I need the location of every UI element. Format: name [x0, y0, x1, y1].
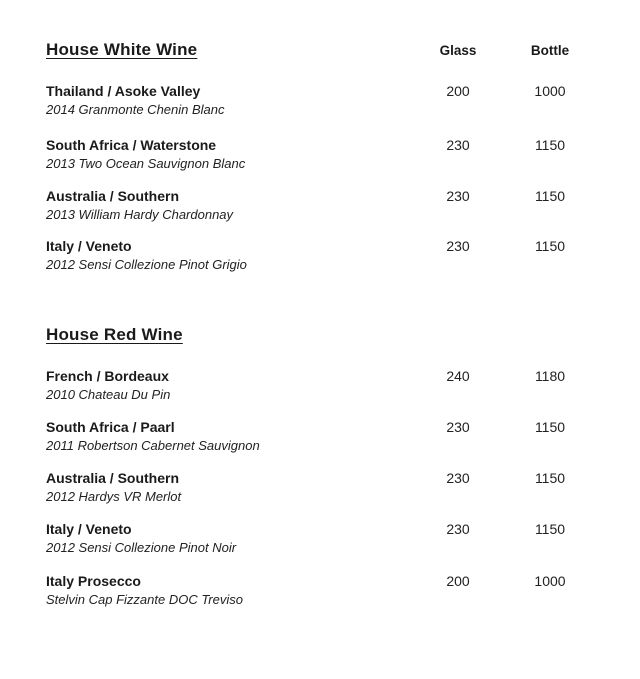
glass-price: 230	[446, 238, 470, 254]
white-wine-row-4	[0, 238, 640, 278]
glass-price: 230	[446, 470, 470, 486]
wine-name: 2012 Sensi Collezione Pinot Noir	[46, 540, 237, 555]
wine-region: Australia / Southern	[46, 188, 180, 204]
bottle-price: 1150	[534, 419, 566, 435]
red-wine-section-title: House Red Wine	[46, 325, 183, 344]
glass-price: 200	[446, 83, 470, 99]
wine-region: Italy / Veneto	[46, 521, 132, 537]
glass-price: 240	[446, 368, 470, 384]
white-wine-row-3	[0, 188, 640, 228]
wine-region: Italy Prosecco	[46, 573, 141, 589]
bottle-price: 1150	[534, 238, 566, 254]
bottle-price: 1000	[534, 573, 566, 589]
wine-region: Italy / Veneto	[46, 238, 132, 254]
wine-name: 2010 Chateau Du Pin	[46, 387, 171, 402]
wine-name: 2013 William Hardy Chardonnay	[46, 207, 234, 222]
wine-region: Thailand / Asoke Valley	[46, 83, 201, 99]
glass-price: 230	[446, 419, 470, 435]
red-wine-row-3	[0, 470, 640, 510]
red-wine-row-1	[0, 368, 640, 408]
wine-region: South Africa / Paarl	[46, 419, 175, 435]
bottle-price: 1180	[534, 368, 566, 384]
white-wine-section-title: House White Wine	[46, 40, 198, 59]
wine-name: 2012 Hardys VR Merlot	[46, 489, 182, 504]
glass-price: 230	[446, 137, 470, 153]
bottle-column-header: Bottle	[530, 43, 570, 58]
glass-price: 200	[446, 573, 470, 589]
wine-region: Australia / Southern	[46, 470, 180, 486]
bottle-price: 1150	[534, 470, 566, 486]
wine-name: 2012 Sensi Collezione Pinot Grigio	[46, 257, 247, 272]
glass-price: 230	[446, 188, 470, 204]
bottle-price: 1150	[534, 521, 566, 537]
red-wine-row-2	[0, 419, 640, 459]
bottle-price: 1000	[534, 83, 566, 99]
white-wine-row-2	[0, 137, 640, 177]
wine-name: 2014 Granmonte Chenin Blanc	[46, 102, 225, 117]
glass-price: 230	[446, 521, 470, 537]
bottle-price: 1150	[534, 188, 566, 204]
wine-name: 2011 Robertson Cabernet Sauvignon	[46, 438, 260, 453]
red-wine-row-4	[0, 521, 640, 561]
wine-name: Stelvin Cap Fizzante DOC Treviso	[46, 592, 243, 607]
bottle-price: 1150	[534, 137, 566, 153]
glass-column-header: Glass	[439, 43, 477, 58]
wine-region: South Africa / Waterstone	[46, 137, 217, 153]
wine-region: French / Bordeaux	[46, 368, 169, 384]
white-wine-row-1	[0, 83, 640, 123]
red-wine-row-5	[0, 573, 640, 613]
wine-name: 2013 Two Ocean Sauvignon Blanc	[46, 156, 246, 171]
